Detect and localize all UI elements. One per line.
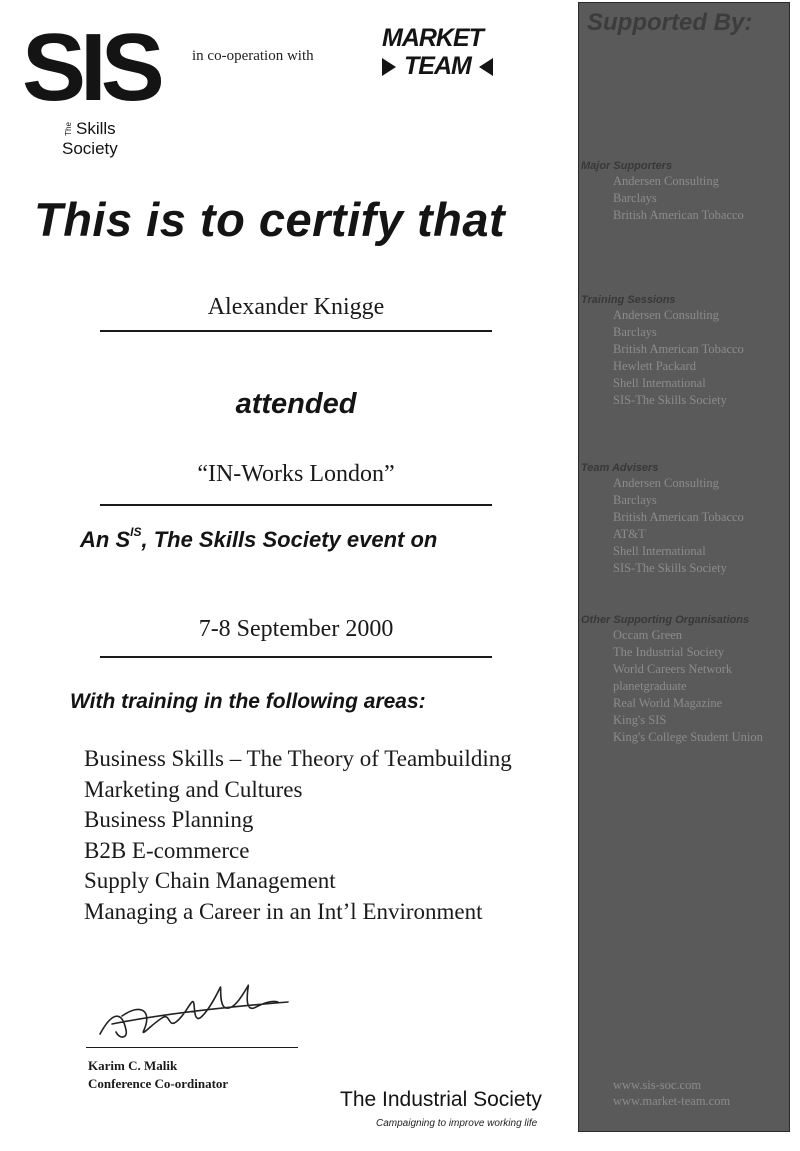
signature-image bbox=[92, 972, 292, 1052]
sidebar-item: The Industrial Society bbox=[613, 645, 725, 659]
training-area: B2B E-commerce bbox=[84, 837, 250, 863]
sidebar-url: www.market-team.com bbox=[613, 1094, 731, 1108]
sidebar-section-other-organisations bbox=[581, 613, 763, 746]
sidebar-item: Barclays bbox=[613, 493, 657, 507]
event-line-suffix: , The Skills Society event on bbox=[141, 527, 438, 552]
sidebar-item: Shell International bbox=[613, 544, 706, 558]
sis-logo bbox=[22, 14, 159, 158]
attendee-name: Alexander Knigge bbox=[207, 294, 385, 320]
attendee-rule bbox=[100, 330, 492, 332]
event-line-prefix: An S bbox=[80, 527, 131, 552]
sidebar-section-heading: Training Sessions bbox=[581, 294, 676, 306]
sidebar-item: Barclays bbox=[613, 325, 657, 339]
sidebar-item: King's College Student Union bbox=[613, 730, 763, 744]
sidebar-item: Barclays bbox=[613, 191, 657, 205]
sidebar-item: World Careers Network bbox=[613, 662, 733, 676]
sidebar-section-heading: Major Supporters bbox=[581, 160, 673, 172]
sidebar-urls bbox=[613, 1077, 730, 1109]
sidebar-item: Andersen Consulting bbox=[613, 308, 719, 322]
signer-role: Conference Co-ordinator bbox=[88, 1076, 229, 1091]
sidebar-section-team-advisers bbox=[581, 461, 744, 577]
sidebar-item: Andersen Consulting bbox=[613, 476, 719, 490]
sidebar-section-heading: Other Supporting Organisations bbox=[581, 614, 750, 626]
training-area: Managing a Career in an Int’l Environment bbox=[84, 898, 483, 924]
sidebar-item: Shell International bbox=[613, 376, 706, 390]
training-area: Business Planning bbox=[84, 807, 254, 832]
training-areas-list bbox=[84, 744, 512, 927]
dates-rule bbox=[100, 656, 492, 658]
sis-logo-skills: Skills bbox=[76, 119, 116, 138]
sidebar-item: SIS-The Skills Society bbox=[613, 561, 727, 575]
supporters-sidebar bbox=[578, 2, 790, 1132]
sidebar-item: King's SIS bbox=[613, 713, 667, 727]
signer-name: Karim C. Malik bbox=[88, 1058, 178, 1073]
sis-logo-society: Society bbox=[62, 139, 118, 158]
training-area: Marketing and Cultures bbox=[84, 776, 303, 802]
industrial-society-logo: The Industrial Society bbox=[340, 1088, 542, 1111]
sidebar-item: British American Tobacco bbox=[613, 342, 744, 356]
sidebar-url: www.sis-soc.com bbox=[613, 1078, 702, 1092]
industrial-society-tagline: Campaigning to improve working life bbox=[376, 1118, 538, 1129]
sis-logo-the: The bbox=[64, 122, 73, 136]
sidebar-item: British American Tobacco bbox=[613, 510, 744, 524]
sidebar-section-training-sessions bbox=[581, 293, 744, 409]
triangle-left-icon bbox=[479, 58, 493, 76]
training-area: Business Skills – The Theory of Teambuilding bbox=[84, 746, 512, 771]
event-dates: 7-8 September 2000 bbox=[198, 616, 394, 642]
market-team-line1: MARKET bbox=[382, 24, 483, 52]
event-description bbox=[80, 527, 437, 553]
sidebar-item: Real World Magazine bbox=[613, 696, 723, 710]
sidebar-item: Hewlett Packard bbox=[613, 359, 696, 373]
sidebar-item: British American Tobacco bbox=[613, 208, 744, 222]
sidebar-item: Andersen Consulting bbox=[613, 174, 719, 188]
event-name: “IN-Works London” bbox=[197, 461, 395, 487]
sidebar-title: Supported By: bbox=[587, 9, 753, 36]
signature-rule bbox=[86, 1047, 298, 1048]
sidebar-item: Occam Green bbox=[613, 628, 683, 642]
cooperation-text: in co-operation with bbox=[192, 48, 314, 64]
sidebar-item: planetgraduate bbox=[613, 679, 687, 693]
market-team-logo bbox=[382, 26, 532, 86]
market-team-line2: TEAM bbox=[404, 52, 471, 80]
training-area: Supply Chain Management bbox=[84, 868, 336, 893]
sidebar-section-heading: Team Advisers bbox=[581, 462, 659, 474]
sidebar-item: AT&T bbox=[613, 527, 646, 541]
event-line-sup: IS bbox=[130, 525, 142, 539]
training-heading: With training in the following areas: bbox=[70, 690, 426, 713]
sis-logo-letters: SIS bbox=[22, 14, 159, 121]
triangle-right-icon bbox=[382, 58, 396, 76]
event-rule bbox=[100, 504, 492, 506]
attended-label: attended bbox=[235, 388, 357, 420]
certificate-title: This is to certify that bbox=[34, 193, 506, 246]
sidebar-item: SIS-The Skills Society bbox=[613, 393, 727, 407]
sidebar-section-major-supporters bbox=[581, 159, 744, 224]
